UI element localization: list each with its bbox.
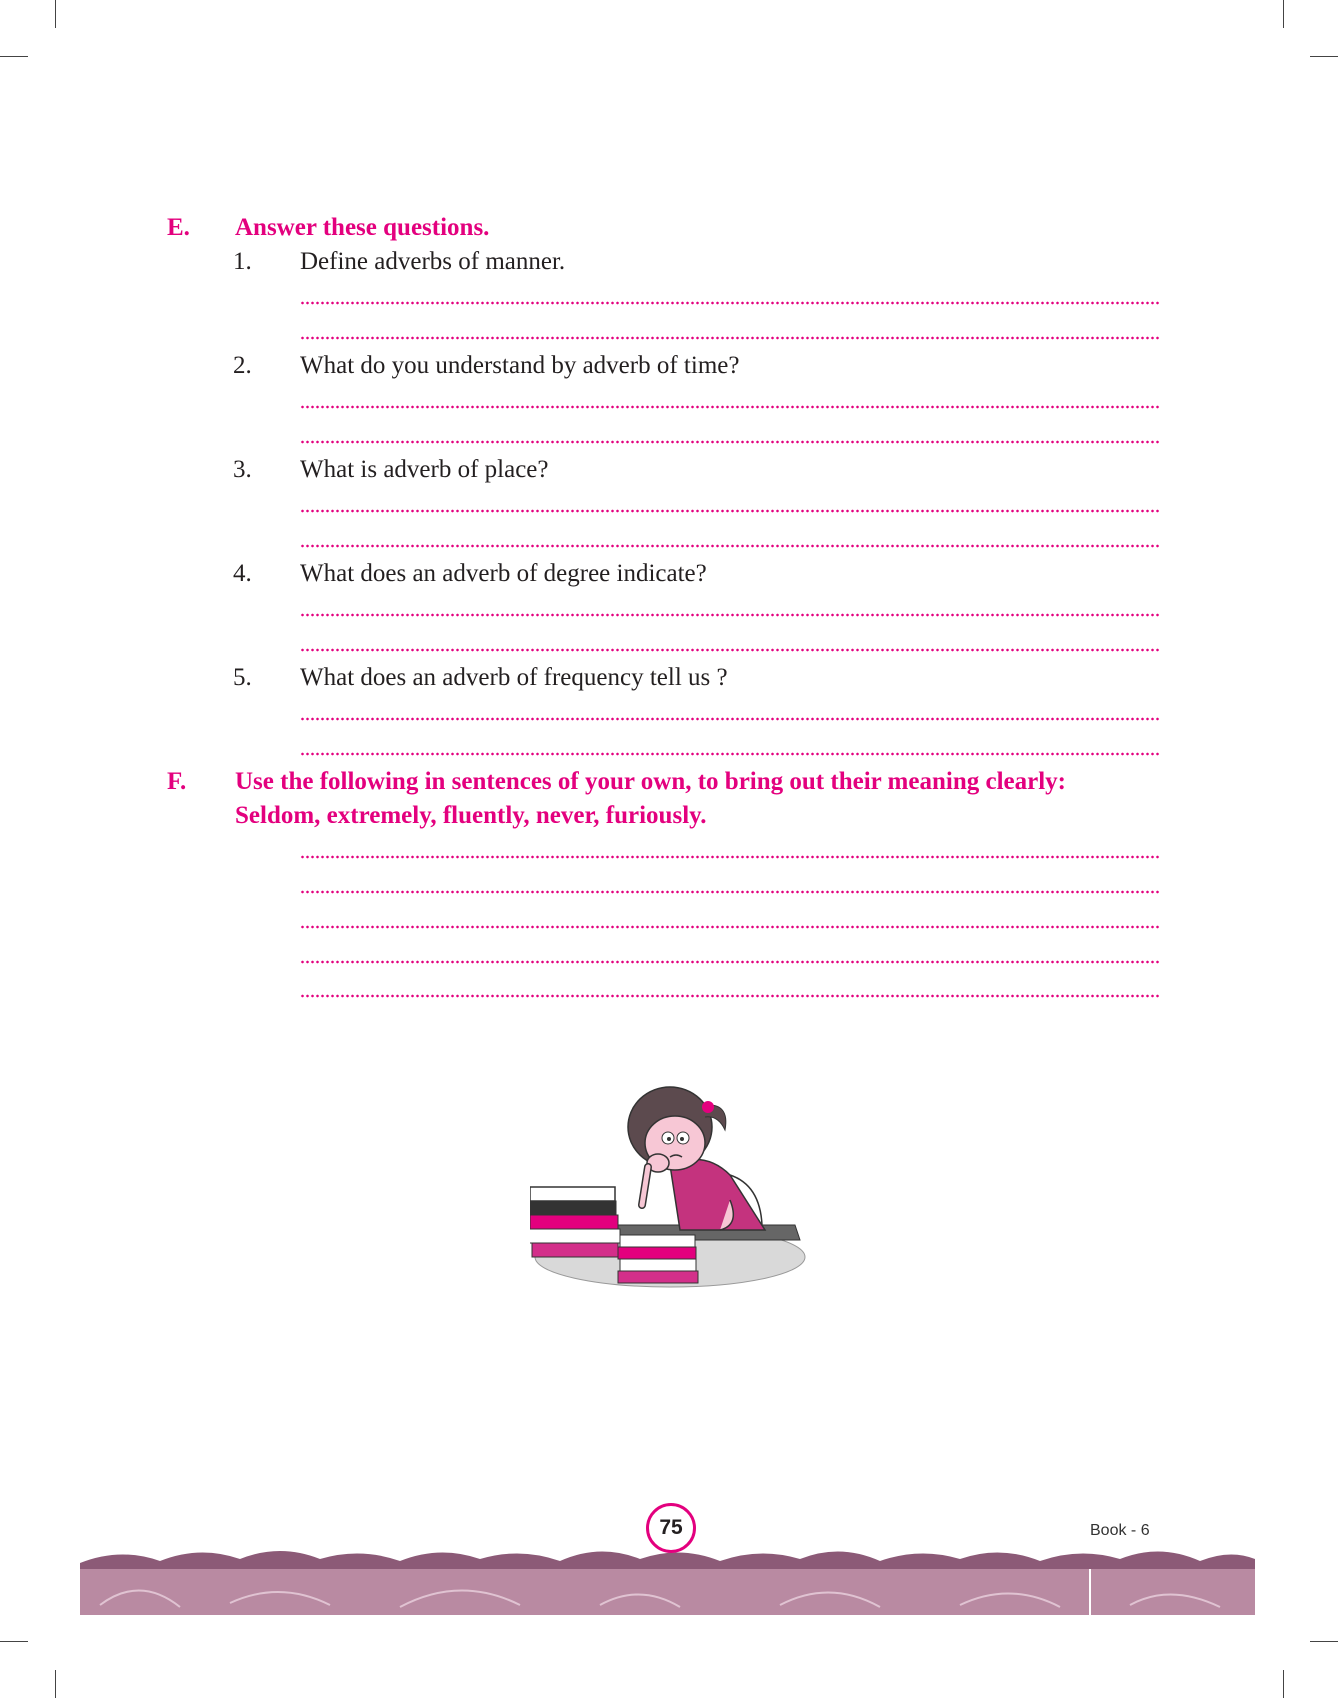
- crop-mark: [0, 56, 28, 57]
- answer-line[interactable]: [300, 613, 1160, 617]
- page-number-badge: 75: [646, 1503, 696, 1553]
- section-e-title: Answer these questions.: [235, 214, 490, 241]
- question-text: What does an adverb of frequency tell us ?: [300, 664, 728, 691]
- question-number: 4.: [233, 560, 252, 587]
- girl-with-books-illustration: [530, 1075, 810, 1295]
- answer-line[interactable]: [300, 648, 1160, 652]
- question-number: 3.: [233, 456, 252, 483]
- answer-line[interactable]: [300, 509, 1160, 513]
- answer-line[interactable]: [300, 855, 1160, 859]
- answer-line[interactable]: [300, 752, 1160, 756]
- section-f-title-line2: Seldom, extremely, fluently, never, furiously.: [235, 802, 707, 829]
- section-f-letter: F.: [167, 768, 187, 795]
- answer-line[interactable]: [300, 440, 1160, 444]
- answer-line[interactable]: [300, 994, 1160, 998]
- crop-mark: [0, 1641, 28, 1642]
- section-f-title-line1: Use the following in sentences of your own, to bring out their meaning clearly:: [235, 768, 1066, 795]
- crop-mark: [1310, 1641, 1338, 1642]
- answer-line[interactable]: [300, 925, 1160, 929]
- question-text: What do you understand by adverb of time?: [300, 352, 740, 379]
- answer-line[interactable]: [300, 960, 1160, 964]
- section-e-letter: E.: [167, 214, 190, 241]
- answer-line[interactable]: [300, 301, 1160, 305]
- answer-line[interactable]: [300, 405, 1160, 409]
- answer-line[interactable]: [300, 336, 1160, 340]
- crop-mark: [55, 0, 56, 28]
- book-label: Book - 6: [1090, 1522, 1150, 1539]
- question-text: What does an adverb of degree indicate?: [300, 560, 707, 587]
- question-number: 1.: [233, 248, 252, 275]
- crop-mark: [1310, 56, 1338, 57]
- question-text: What is adverb of place?: [300, 456, 549, 483]
- answer-line[interactable]: [300, 890, 1160, 894]
- crop-mark: [1283, 0, 1284, 28]
- question-number: 5.: [233, 664, 252, 691]
- answer-line[interactable]: [300, 717, 1160, 721]
- question-number: 2.: [233, 352, 252, 379]
- crop-mark: [1283, 1670, 1284, 1698]
- crop-mark: [55, 1670, 56, 1698]
- question-text: Define adverbs of manner.: [300, 248, 566, 275]
- answer-line[interactable]: [300, 544, 1160, 548]
